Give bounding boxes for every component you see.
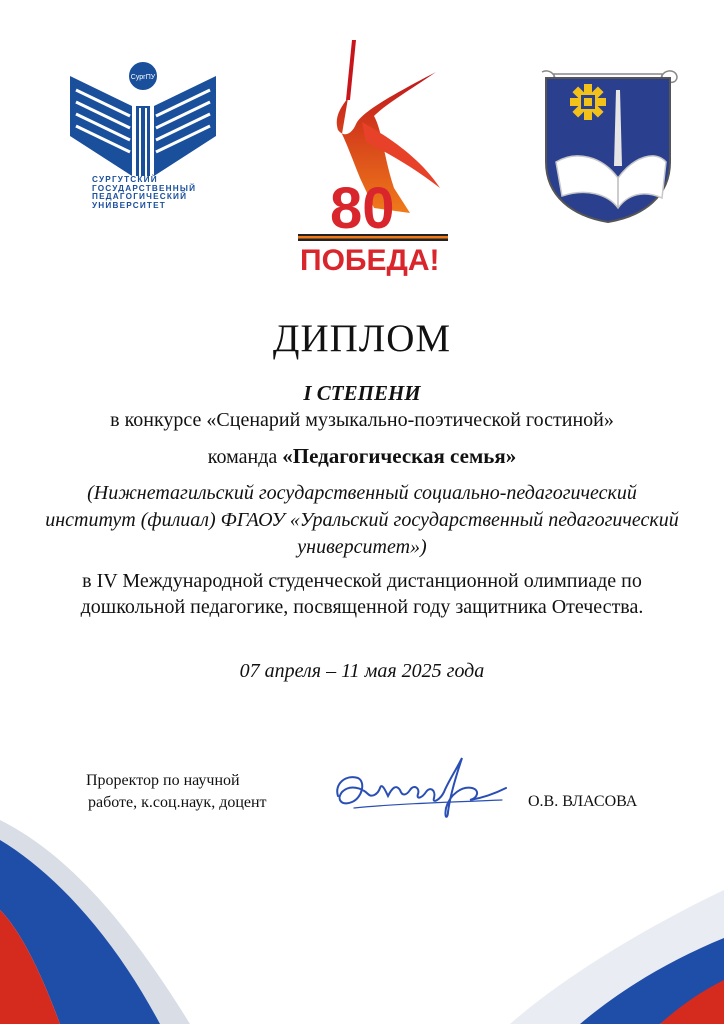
signatory-name: О.В. ВЛАСОВА — [528, 793, 638, 810]
university-badge-text: СургПУ — [130, 74, 156, 81]
olympiad-text: в IV Международной студенческой дистанционной олимпиаде по дошкольной педагогике, посвященной году защитника Отечества. — [80, 570, 644, 618]
contest-line: в конкурсе «Сценарий музыкально-поэтической гостиной» — [110, 409, 614, 431]
team-prefix: команда — [207, 446, 283, 468]
university-name-line: ГОСУДАРСТВЕННЫЙ — [92, 183, 197, 193]
victory-number: 80 — [330, 176, 395, 241]
university-logo — [62, 58, 224, 218]
signature — [332, 748, 512, 828]
university-name-line: ПЕДАГОГИЧЕСКИЙ — [92, 192, 188, 202]
team-name: «Педагогическая семья» — [282, 444, 517, 468]
diploma-degree: I СТЕПЕНИ — [303, 381, 421, 405]
university-logo-icon — [62, 58, 224, 178]
victory-80-logo — [290, 38, 460, 278]
coat-of-arms-icon — [532, 66, 684, 224]
victory-80-logo-icon — [290, 38, 460, 278]
institution-text: (Нижнетагильский государственный социально-педагогический институт (филиал) ФГАОУ «Уральский государственный педагогический университет») — [45, 482, 679, 558]
position-line: работе, к.соц.наук, доцент — [88, 794, 267, 811]
team-line — [0, 444, 724, 470]
coat-of-arms — [532, 66, 684, 224]
signature-icon — [332, 748, 512, 828]
signatory-position — [86, 770, 267, 814]
russian-flag-ribbon-icon — [0, 820, 724, 1024]
university-name-line: СУРГУТСКИЙ — [92, 175, 158, 184]
event-dates: 07 апреля – 11 мая 2025 года — [239, 660, 485, 682]
diploma-title: ДИПЛОМ — [272, 317, 452, 360]
university-name — [92, 176, 232, 210]
flag-ribbon — [0, 820, 724, 1024]
university-name-line: УНИВЕРСИТЕТ — [92, 200, 166, 210]
position-line: Проректор по научной — [86, 772, 240, 789]
victory-text: ПОБЕДА! — [300, 244, 440, 277]
